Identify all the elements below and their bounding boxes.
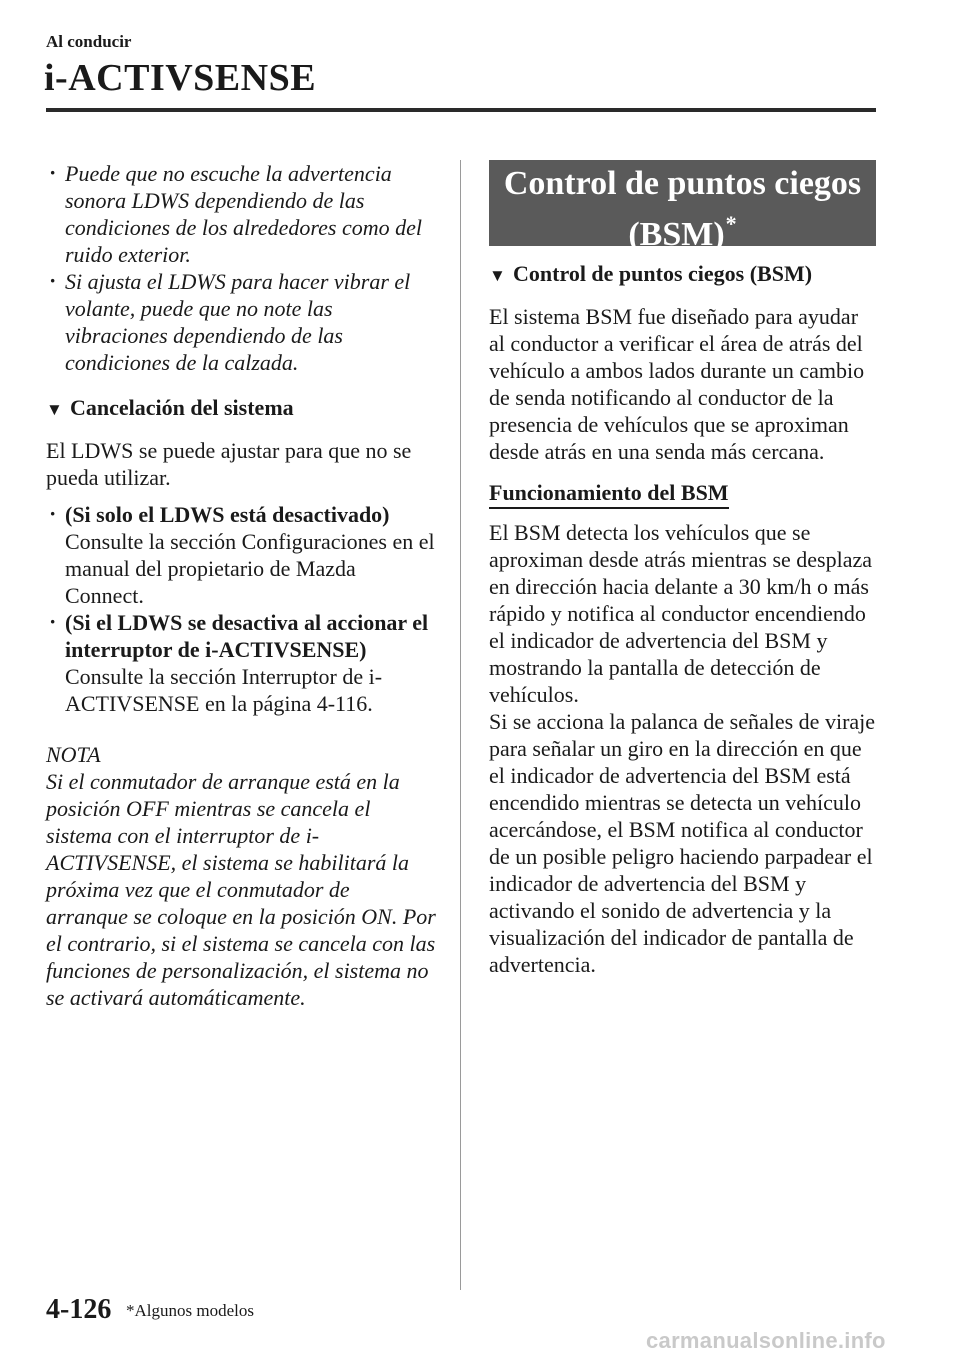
- note-label: NOTA: [46, 742, 101, 767]
- page-number: 4-126: [46, 1294, 112, 1325]
- column-divider: [460, 160, 461, 1290]
- section-title-line2: [489, 204, 876, 255]
- header-rule: [46, 108, 876, 112]
- cancel-heading-text: Cancelación del sistema: [70, 395, 294, 420]
- section-title-box: [489, 160, 876, 253]
- bsm-subheading: [489, 260, 879, 289]
- down-triangle-icon: ▼: [489, 266, 506, 285]
- note-text: Si el conmutador de arranque está en la posición OFF mientras se cancela el sistema con el interruptor de i-ACTIVSENSE, el sistema se habilitará la próxima vez que el conmutador de arranque se coloque en la posición ON. Por el contrario, si el sistema se cancela con las funciones de personalización, el sistema no se activará automáticamente.: [46, 769, 436, 1010]
- operation-paragraph: Si se acciona la palanca de señales de viraje para señalar un giro en la dirección en que el indicador de advertencia del BSM está encendido mientras se detecta un vehículo acercándose, el BSM notifica al conductor de un posible peligro haciendo parpadear el indicador de advertencia del BSM y activando el sonido de advertencia y la visualización del indicador de pantalla de advertencia.: [489, 709, 876, 977]
- option-text: Consulte la sección Configuraciones en el manual del propietario de Mazda Connect.: [65, 529, 435, 608]
- section-label: Al conducir: [46, 32, 132, 51]
- warning-note-bullet: · Si ajusta el LDWS para hacer vibrar el volante, puede que no note las vibraciones dependiendo de las condiciones de la calzada.: [46, 268, 436, 376]
- left-column: [46, 160, 436, 1011]
- cancel-intro: El LDWS se puede ajustar para que no se pueda utilizar.: [46, 438, 412, 490]
- watermark: carmanualsonline.info: [646, 1328, 886, 1353]
- operation-paragraph: El BSM detecta los vehículos que se aproximan desde atrás mientras se desplaza en dirección hacia delante a 30 km/h o más rápido y notifica al conductor encendiendo el indicador de advertencia del BSM y mostrando la pantalla de detección de vehículos.: [489, 520, 873, 707]
- option-title: · (Si solo el LDWS está desactivado): [65, 502, 390, 527]
- bsm-subheading-text: Control de puntos ciegos (BSM): [513, 261, 813, 286]
- option-item: [46, 609, 436, 717]
- cancel-heading: [46, 394, 436, 423]
- right-column: [489, 160, 879, 978]
- some-models-mark: *: [725, 211, 737, 236]
- section-title-line1: Control de puntos ciegos: [503, 165, 862, 202]
- operation-heading: Funcionamiento del BSM: [489, 479, 729, 509]
- chapter-title: i-ACTIVSENSE: [44, 57, 317, 99]
- option-item: [46, 501, 436, 609]
- option-text: Consulte la sección Interruptor de i-ACTIVSENSE en la página 4-116.: [65, 664, 383, 716]
- section-title-bsm: (BSM): [628, 216, 725, 253]
- bsm-intro: El sistema BSM fue diseñado para ayudar al conductor a verificar el área de atrás del vehículo a ambos lados durante un cambio de senda notificando al conductor de la presencia de vehículos que se aproximan desde atrás en una senda más cercana.: [489, 304, 865, 464]
- option-title: · (Si el LDWS se desactiva al accionar el interruptor de i-ACTIVSENSE): [65, 610, 429, 662]
- down-triangle-icon: ▼: [46, 400, 63, 419]
- warning-note-bullet: · Puede que no escuche la advertencia sonora LDWS dependiendo de las condiciones de los alrededores como del ruido exterior.: [46, 160, 436, 268]
- footnote: *Algunos modelos: [126, 1301, 254, 1320]
